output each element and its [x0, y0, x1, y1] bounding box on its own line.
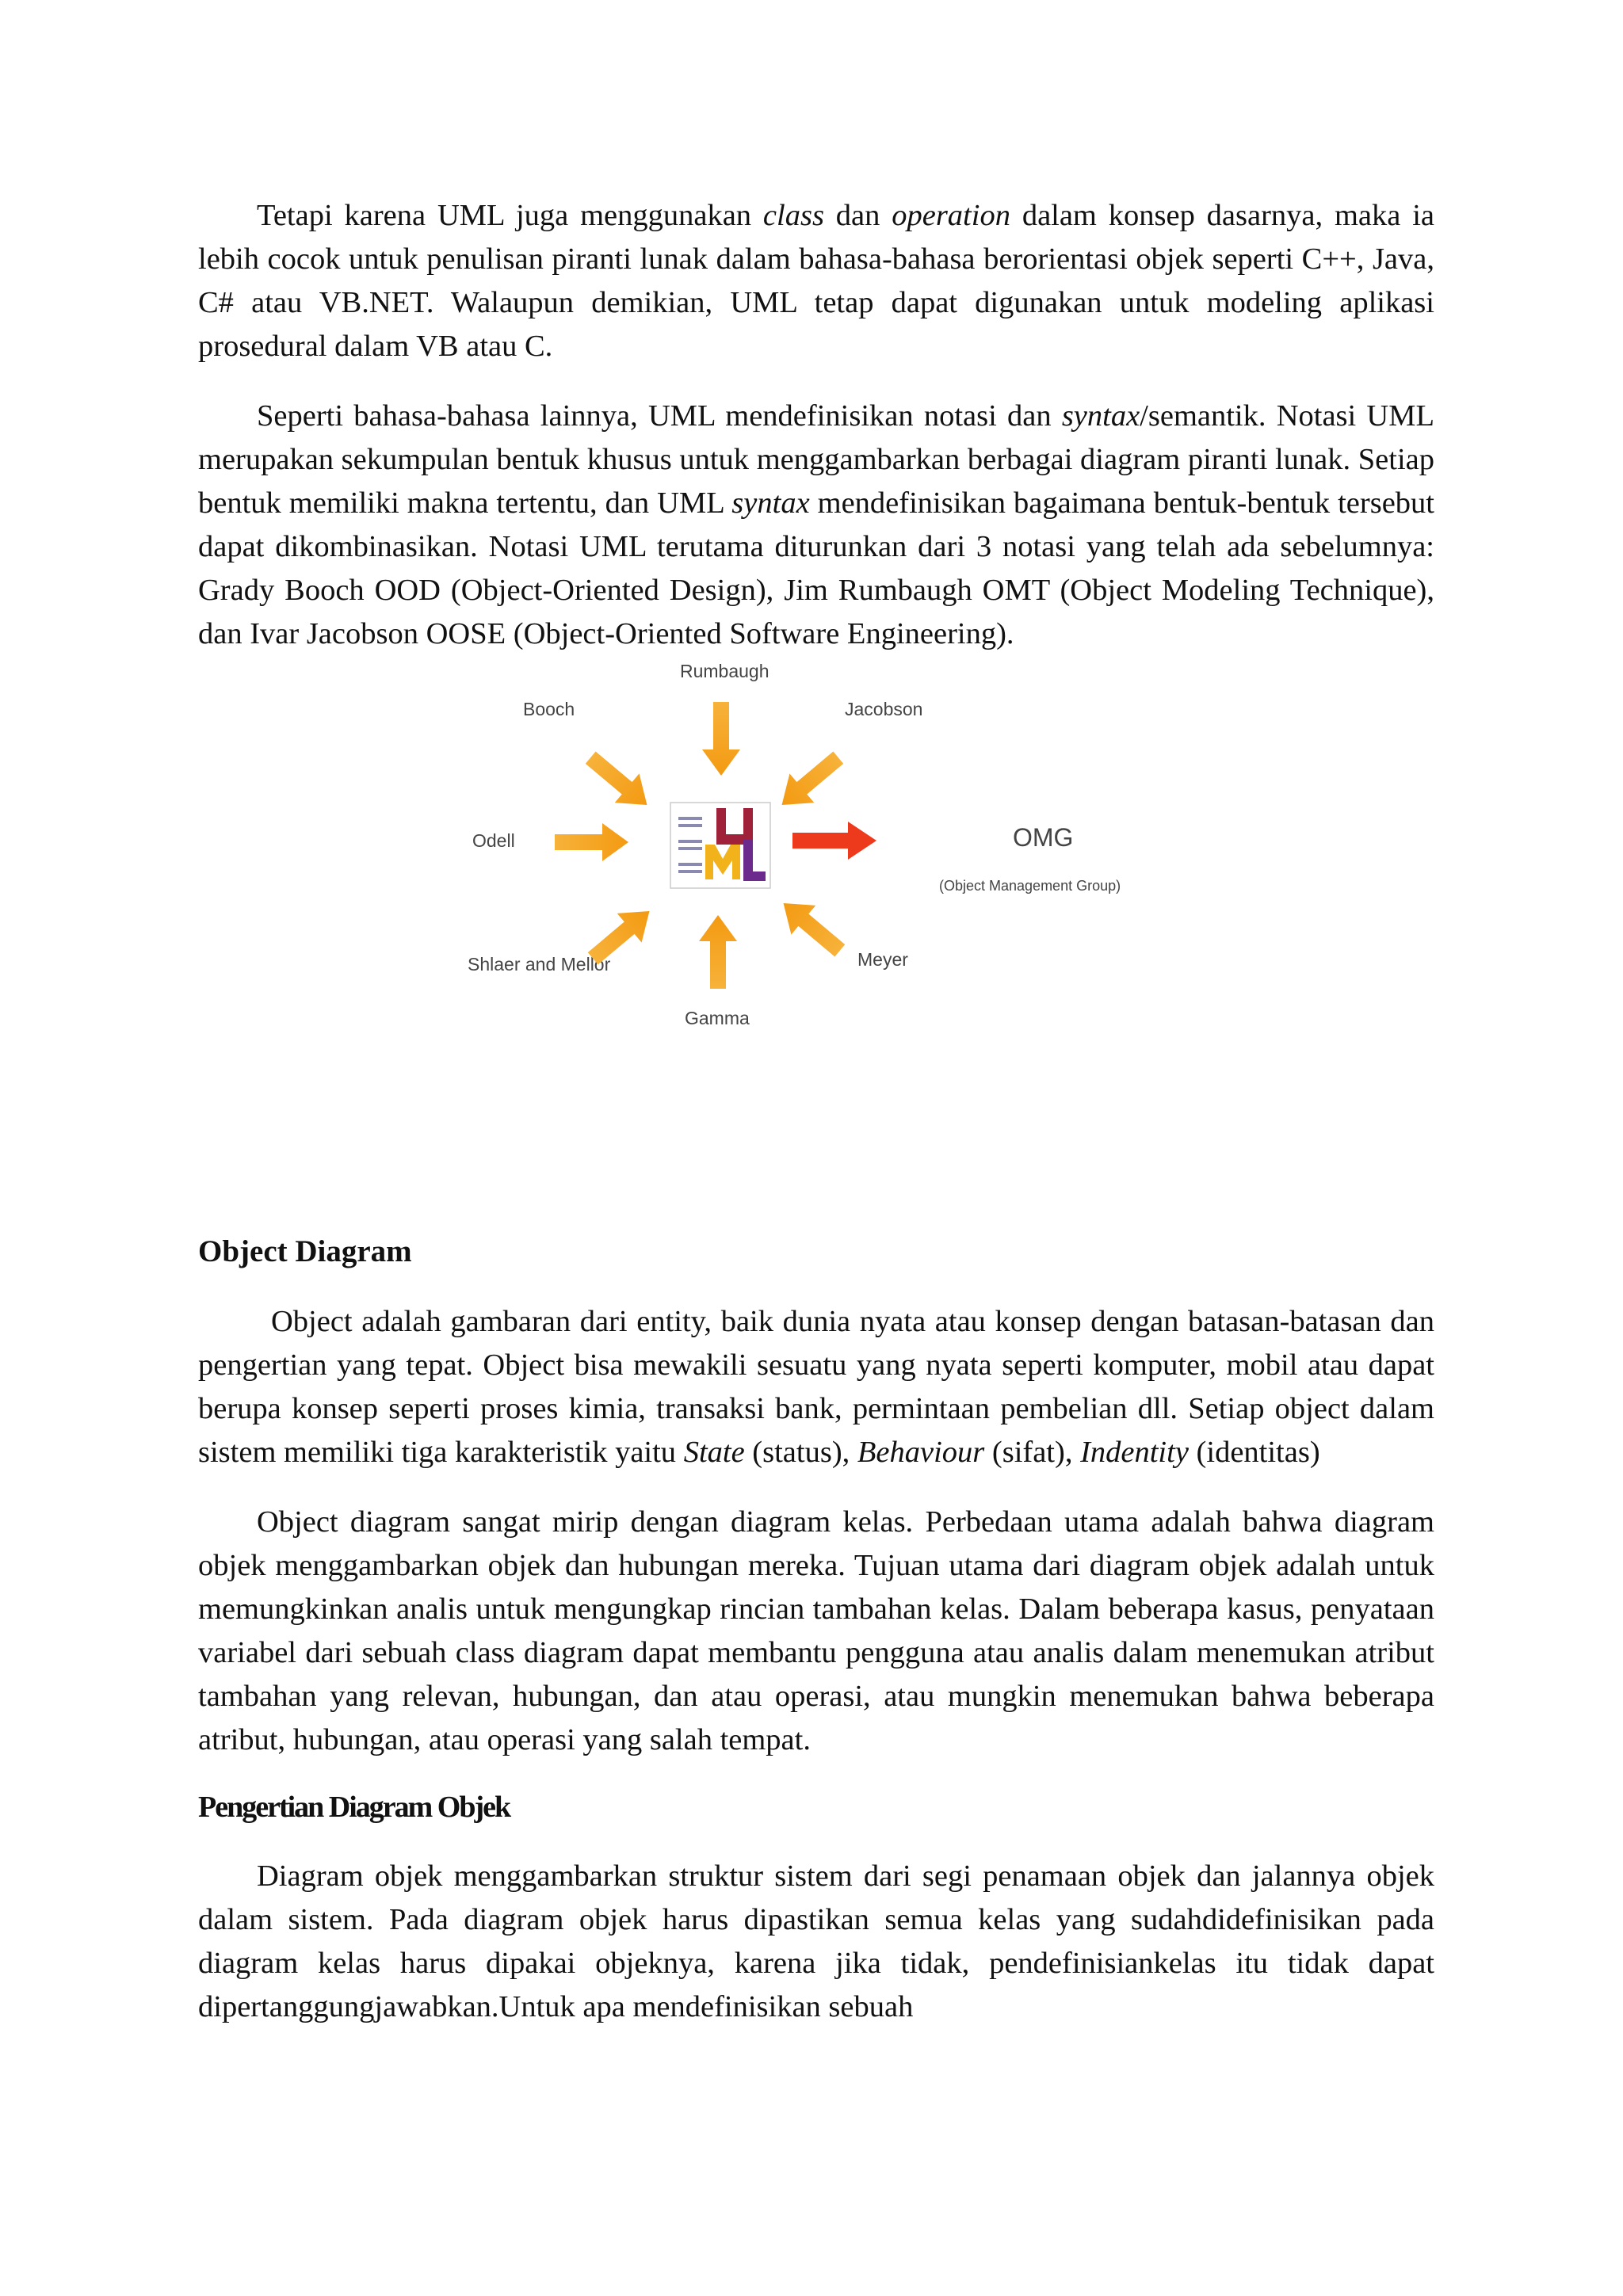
- label-omg: OMG: [1013, 823, 1074, 852]
- text-span: Object adalah gambaran dari entity, baik dunia nyata atau konsep dengan batasan-batasan dan pengertian yang tepat. Object bisa mewakili sesuatu yang nyata seperti komputer, mobil atau dapat berupa konsep seperti proses kimia, transaksi bank, permintaan pembelian dll. Setiap object dalam sistem memiliki tiga karakteristik yaitu: [198, 1305, 1434, 1469]
- italic-term: Indentity: [1080, 1436, 1189, 1469]
- text-span: mendefinisikan bagaimana bentuk-bentuk tersebut dapat dikombinasikan. Notasi UML terutama diturunkan dari 3 notasi yang telah ada sebelumnya: Grady Booch OOD (Object-Oriented Design), Jim Rumbaugh OMT (Object Modeling Technique), dan Ivar Jacobson OOSE (Object-Oriented Software Engineering).: [198, 486, 1434, 650]
- text-span: Tetapi karena UML juga menggunakan: [257, 199, 763, 232]
- label-omg-subtitle: (Object Management Group): [939, 878, 1121, 894]
- arrow-to-omg: [792, 822, 876, 860]
- label-odell: Odell: [472, 830, 515, 851]
- logo-letters: UML: [198, 656, 200, 657]
- italic-term: operation: [892, 199, 1010, 232]
- arrow-from-meyer: [771, 889, 852, 966]
- uml-origins-figure: [198, 656, 1434, 1131]
- text-span: (sifat),: [984, 1436, 1081, 1469]
- label-gamma: Gamma: [685, 1008, 750, 1028]
- paragraph-uml-class-operation: [198, 194, 1434, 368]
- italic-term: syntax: [731, 486, 810, 520]
- italic-term: class: [762, 199, 824, 232]
- document-page: [198, 194, 1434, 2029]
- text-span: (status),: [744, 1436, 857, 1469]
- italic-term: syntax: [1061, 399, 1140, 433]
- italic-term: Behaviour: [857, 1436, 985, 1469]
- arrow-from-odell: [555, 823, 628, 861]
- text-span: dalam konsep dasarnya, maka ia lebih cocok untuk penulisan piranti lunak dalam bahasa-bahasa berorientasi objek seperti C++, Java, C# atau VB.NET. Walaupun demikian, UML tetap dapat digunakan untuk modeling aplikasi prosedural dalam VB atau C.: [198, 199, 1434, 363]
- uml-origins-diagram: [198, 656, 1434, 1131]
- text-span: (identitas): [1188, 1436, 1320, 1469]
- label-jacobson: Jacobson: [845, 699, 923, 719]
- paragraph-object-diagram-vs-class: Object diagram sangat mirip dengan diagram kelas. Perbedaan utama adalah bahwa diagram objek menggambarkan objek dan hubungan mereka. Tujuan utama dari diagram objek adalah untuk memungkinkan analis untuk mengungkap rincian tambahan kelas. Dalam beberapa kasus, penyataan variabel dari sebuah class diagram dapat membantu pengguna atau analis dalam menemukan atribut tambahan yang relevan, hubungan, dan atau operasi, atau mungkin menemukan bahwa beberapa atribut, hubungan, atau operasi yang salah tempat.: [198, 1505, 1434, 1756]
- label-meyer: Meyer: [857, 949, 908, 970]
- label-shlaer-mellor: Shlaer and Mellor: [468, 954, 611, 974]
- heading-object-diagram: Object Diagram: [198, 1234, 412, 1268]
- italic-term: State: [683, 1436, 745, 1469]
- arrow-from-jacobson: [769, 743, 850, 820]
- text-span: Seperti bahasa-bahasa lainnya, UML mendefinisikan notasi dan: [257, 399, 1062, 433]
- paragraph-diagram-objek-definition: Diagram objek menggambarkan struktur sistem dari segi penamaan objek dan jalannya objek dalam sistem. Pada diagram objek harus dipastikan semua kelas yang sudahdidefinisikan pada diagram kelas harus dipakai objeknya, karena jika tidak, pendefinisiankelas itu tidak dapat dipertanggungjawabkan.Untuk apa mendefinisikan sebuah: [198, 1859, 1434, 2023]
- arrow-from-rumbaugh: [702, 702, 740, 776]
- arrow-from-gamma: [699, 915, 737, 989]
- text-span: /semantik. Notasi UML merupakan sekumpulan bentuk khusus untuk menggambarkan berbagai diagram piranti lunak. Setiap bentuk memiliki makna tertentu, dan UML: [198, 399, 1434, 520]
- label-booch: Booch: [523, 699, 575, 719]
- label-rumbaugh: Rumbaugh: [680, 661, 769, 681]
- heading-pengertian-diagram-objek: Pengertian Diagram Objek: [198, 1791, 510, 1824]
- paragraph-uml-notation: [198, 395, 1434, 656]
- text-span: dan: [823, 199, 892, 232]
- paragraph-object-definition: [198, 1300, 1434, 1474]
- arrow-from-booch: [579, 743, 659, 820]
- uml-logo: [198, 656, 770, 888]
